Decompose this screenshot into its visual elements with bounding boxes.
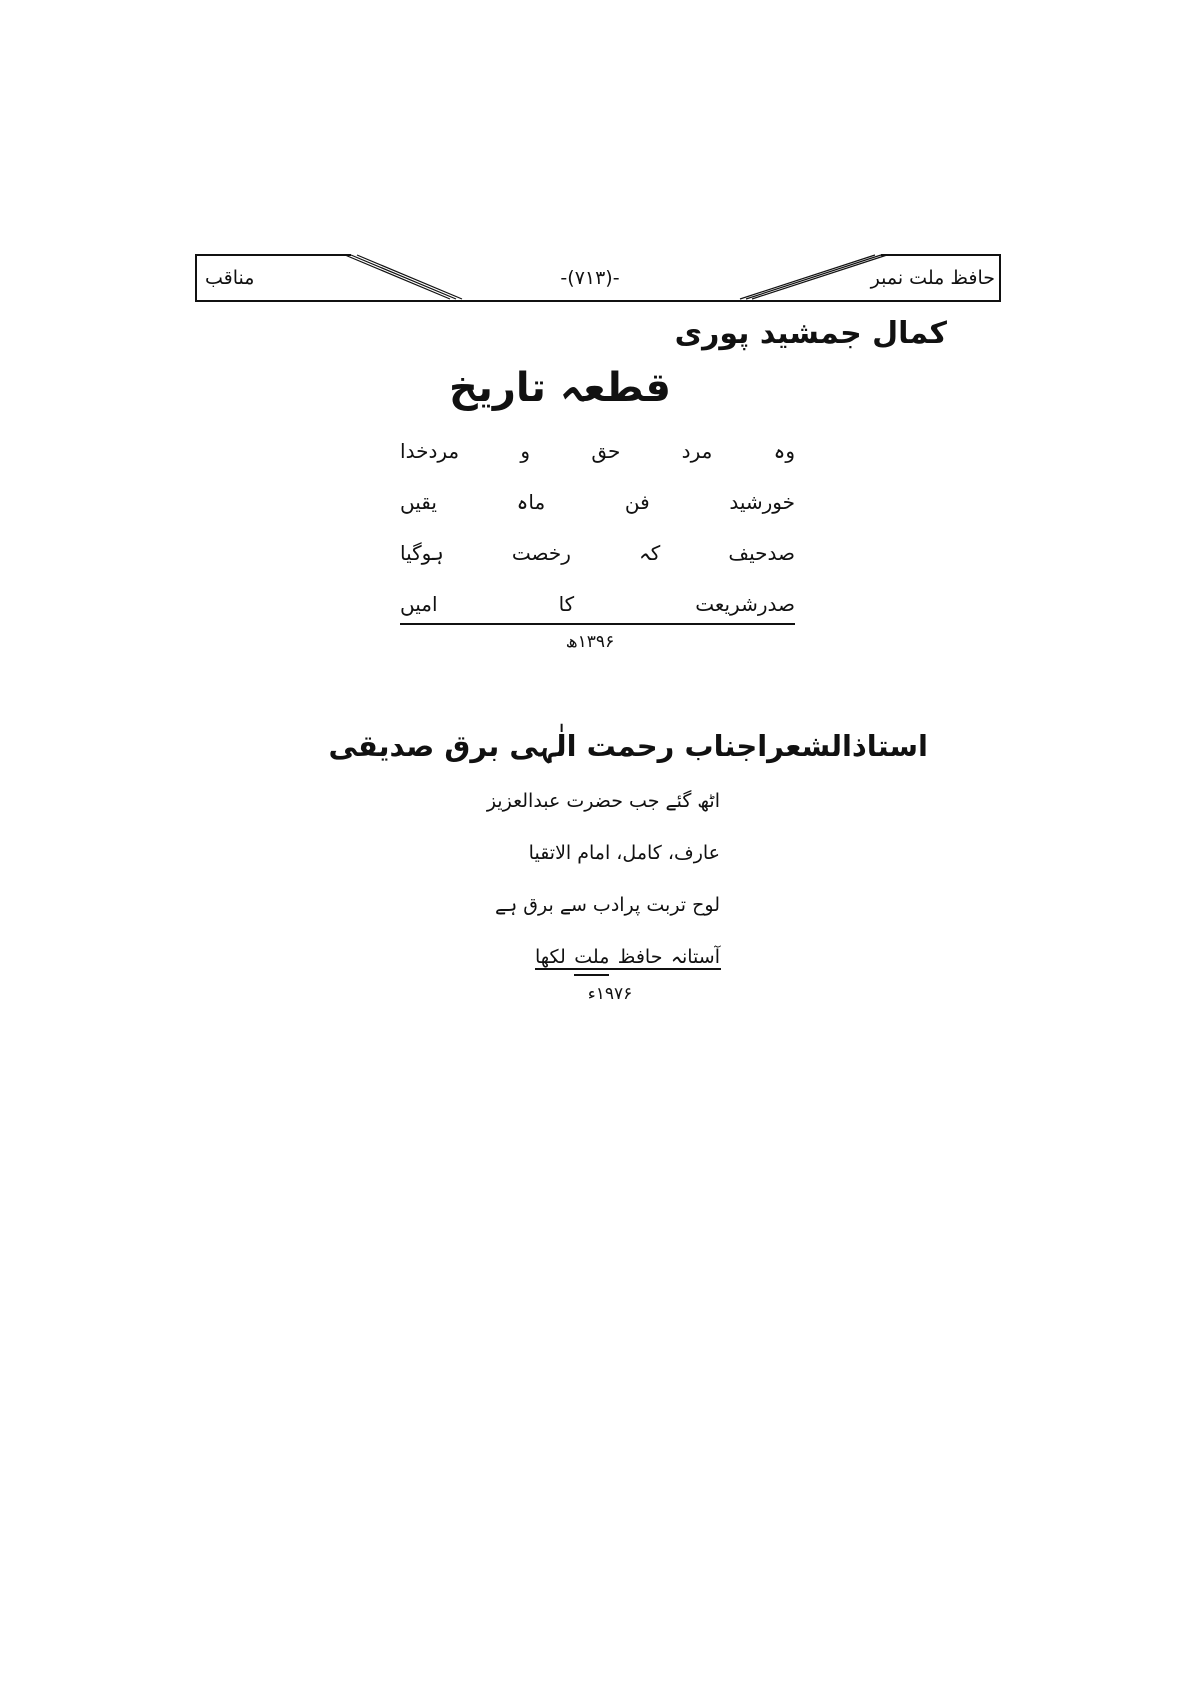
verse-line: عارف، کامل، امام الاتقیا (528, 842, 720, 864)
verse-word: وہ (773, 439, 795, 463)
verse-word: ہوگیا (400, 541, 444, 565)
verse-word: ماہ (516, 490, 546, 514)
verse-word-underlined: ملت (574, 942, 609, 976)
verse-word: مردخدا (400, 439, 460, 463)
verse-word: کا (558, 592, 575, 616)
verse-word: رخصت (511, 541, 571, 565)
verse-line: اٹھ گئے جب حضرت عبدالعزیز (486, 790, 720, 812)
verse-line (400, 485, 795, 519)
chronogram-year: ۱۹۷۶ء (587, 984, 633, 1004)
verse-word: لکھا (535, 946, 566, 968)
verse-line (535, 942, 720, 976)
verse-word: حق (591, 439, 621, 463)
issue-label: حافظ ملت نمبر (870, 267, 995, 289)
section-label: مناقب (205, 267, 255, 289)
verse-line-underlined (400, 587, 795, 625)
verse-word: صدحیف (728, 541, 795, 565)
page-number: -(۷۱۳)- (560, 267, 620, 289)
poem-chronogram (400, 434, 795, 625)
verse-word: مرد (681, 439, 713, 463)
verse-word: فن (624, 490, 650, 514)
poem-chronogram (420, 786, 720, 976)
poet-name: کمال جمشید پوری (674, 316, 947, 351)
divider-rule (535, 968, 721, 970)
running-header (195, 253, 1001, 303)
poem-title: قطعہ تاریخ (448, 365, 671, 411)
verse-word: حافظ (617, 946, 663, 968)
verse-word: صدرشریعت (695, 592, 795, 616)
poet-name: استاذالشعراجناب رحمت الٰہی برق صدیقی (328, 729, 928, 763)
verse-line (400, 434, 795, 468)
verse-word: امیں (400, 592, 438, 616)
verse-line: لوح تربت پرادب سے برق ہے (494, 894, 720, 916)
chronogram-year: ۱۳۹۶ھ (565, 632, 615, 652)
verse-word: و (520, 439, 531, 463)
verse-word: یقیں (400, 490, 437, 514)
verse-word: آستانہ (670, 946, 720, 968)
verse-word: کہ (639, 541, 661, 565)
verse-line (400, 536, 795, 570)
verse-word: خورشید (729, 490, 795, 514)
